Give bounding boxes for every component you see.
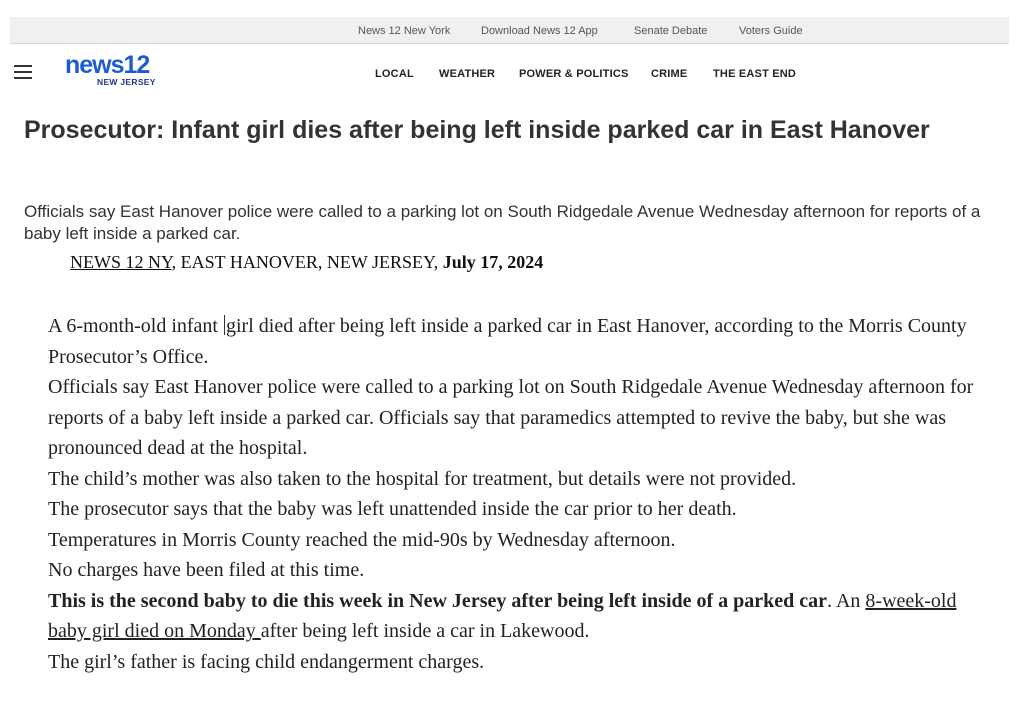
lakewood-story-link[interactable]: 8-week-old baby girl died on Monday <box>48 589 957 642</box>
nav-power-politics[interactable]: POWER & POLITICS <box>519 68 629 80</box>
top-link-senate-debate[interactable]: Senate Debate <box>634 25 708 37</box>
paragraph-3: The child’s mother was also taken to the hospital for treatment, but details were not provided. <box>48 467 797 490</box>
paragraph-7-end: after being left inside a car in Lakewood. <box>260 620 590 642</box>
news12-logo[interactable] <box>65 51 156 87</box>
paragraph-1-rest: girl died after being left inside a parked car in East Hanover, according to the Morris County Prosecutor’s Office. <box>48 315 967 368</box>
paragraph-1 <box>48 311 988 372</box>
dateline-location: , EAST HANOVER, NEW JERSEY, <box>171 252 443 272</box>
dateline-date: July 17, 2024 <box>442 252 544 272</box>
top-link-voters-guide[interactable]: Voters Guide <box>739 25 803 37</box>
nav-the-east-end[interactable]: THE EAST END <box>713 68 797 80</box>
top-utility-bar <box>10 17 1009 44</box>
article-dateline <box>70 252 543 273</box>
menu-icon[interactable] <box>14 65 32 79</box>
top-link-download-app[interactable]: Download News 12 App <box>481 25 598 37</box>
paragraph-8: The girl’s father is facing child endangerment charges. <box>48 650 485 673</box>
paragraph-2: Officials say East Hanover police were called to a parking lot on South Ridgedale Avenue Wednesday afternoon for reports of a baby left inside a parked car. Officials say that paramedics attempted to revive the baby, but she was pronounced dead at the hospital. <box>48 376 974 459</box>
article-subhead: Officials say East Hanover police were called to a parking lot on South Ridgedale Avenue Wednesday afternoon for reports of a baby left inside a parked car. <box>24 202 981 243</box>
logo-wordmark: news12 <box>65 51 150 79</box>
paragraph-7-mid: . An <box>827 589 866 612</box>
paragraph-7-bold: This is the second baby to die this week in New Jersey after being left inside of a parked car <box>48 589 828 612</box>
paragraph-1-start: A 6-month-old infant <box>48 315 223 337</box>
nav-weather[interactable]: WEATHER <box>439 68 496 80</box>
paragraph-5: Temperatures in Morris County reached the mid-90s by Wednesday afternoon. <box>48 528 676 551</box>
paragraph-6: No charges have been filed at this time. <box>48 559 365 581</box>
article-headline: Prosecutor: Infant girl dies after being left inside parked car in East Hanover <box>24 116 930 144</box>
nav-crime[interactable]: CRIME <box>651 68 688 80</box>
top-link-news12-new-york[interactable]: News 12 New York <box>358 25 451 37</box>
site-header <box>10 44 1009 100</box>
logo-region: NEW JERSEY <box>97 77 156 87</box>
paragraph-4: The prosecutor says that the baby was left unattended inside the car prior to her death. <box>48 498 737 520</box>
nav-local[interactable]: LOCAL <box>375 68 414 80</box>
paragraph-7 <box>48 586 988 647</box>
article-body <box>48 311 988 677</box>
text-cursor <box>224 315 225 335</box>
dateline-source-link[interactable]: NEWS 12 NY <box>70 252 172 272</box>
